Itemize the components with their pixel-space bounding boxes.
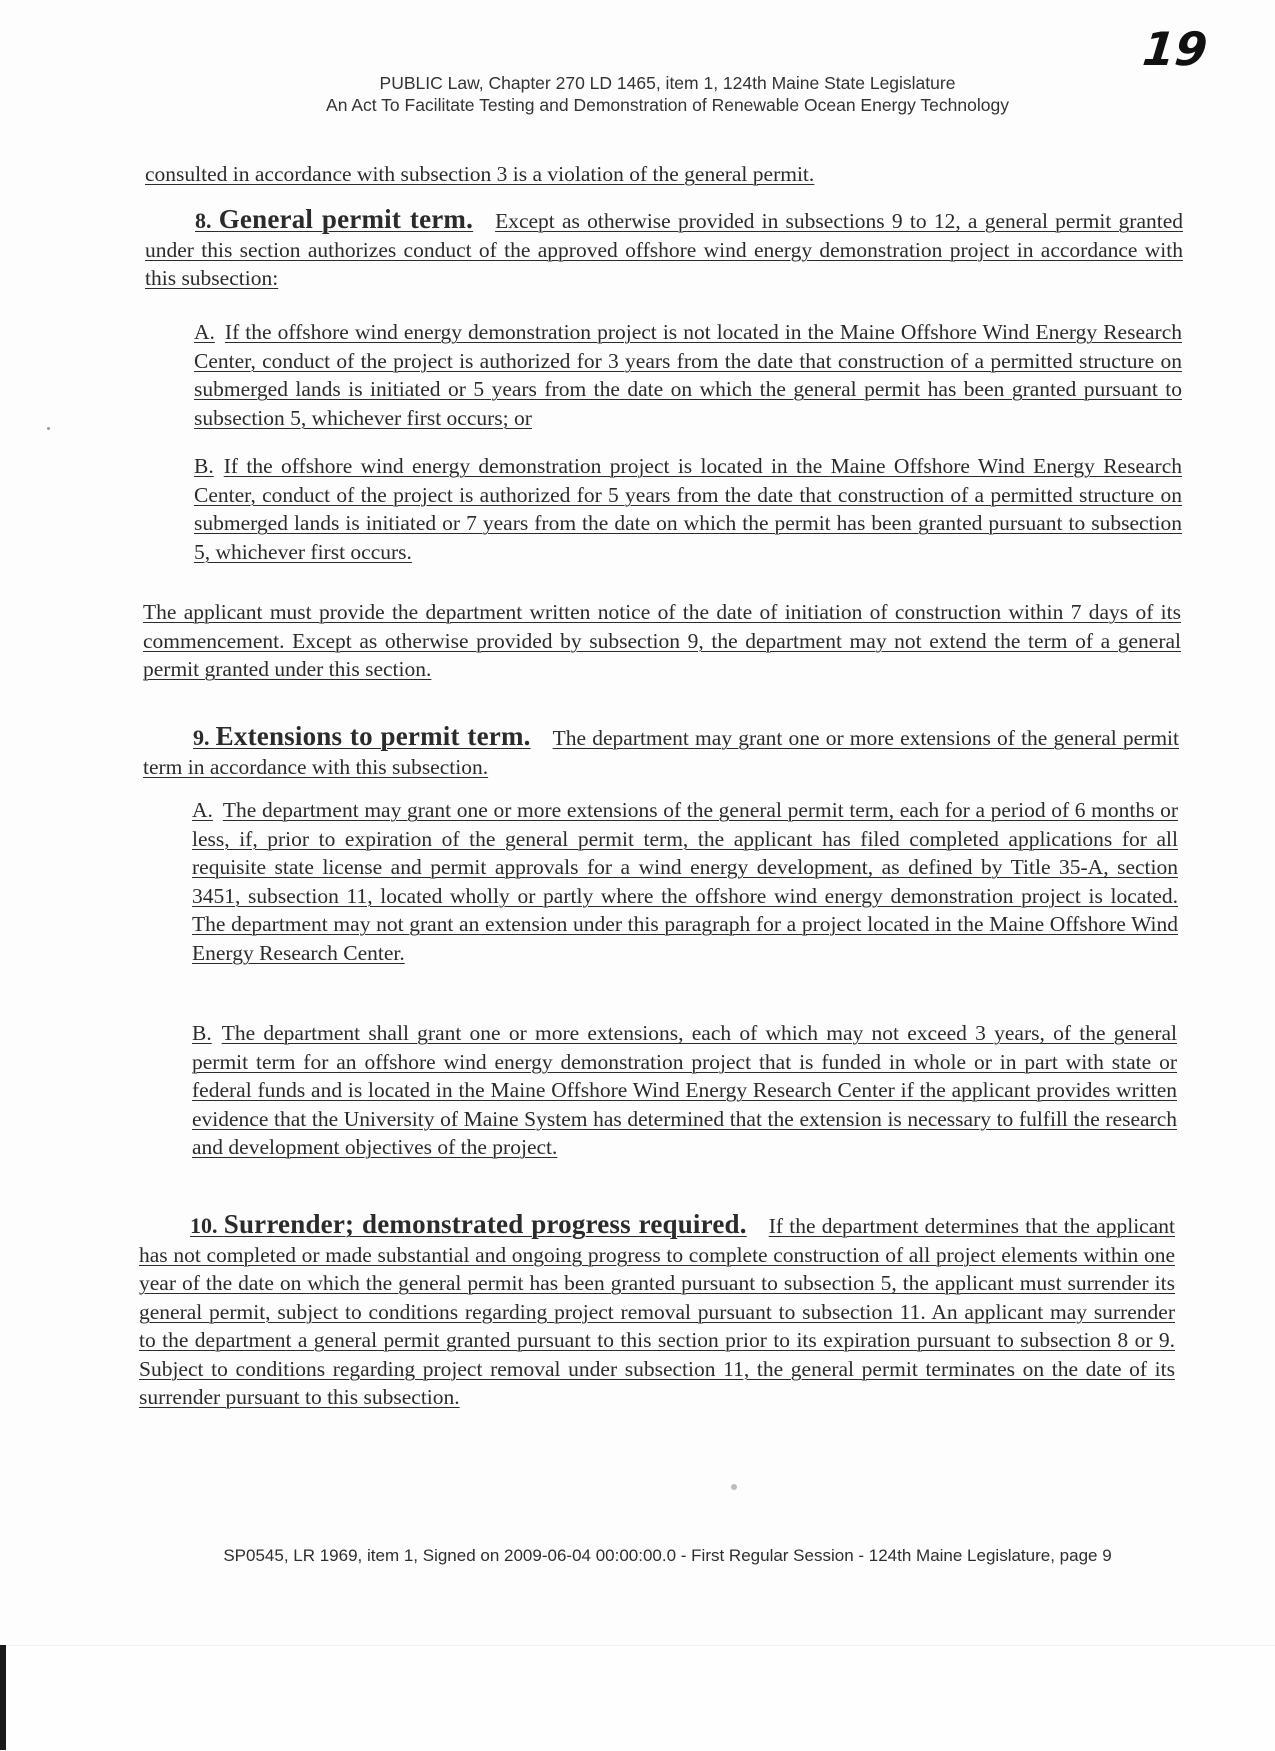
section-8-number: 8. [195, 208, 212, 233]
continued-paragraph: consulted in accordance with subsection 3 is a violation of the general permit. [145, 162, 815, 186]
section-10-number: 10. [190, 1213, 218, 1238]
section-8-heading: General permit term. [218, 204, 474, 234]
scan-speck [731, 1484, 737, 1490]
paragraph-marker: B. [192, 1021, 212, 1045]
scan-edge [0, 1645, 6, 1750]
paragraph-text: The department may grant one or more extensions of the general permit term, each for a period of 6 months or less, if, prior to expiration of the general permit term, the applicant has filed completed applications for all requisite state license and permit approvals for a wind energy development, as defined by Title 35-A, section 3451, subsection 11, located wholly or partly where the offshore wind energy demonstration project is located. The department may not grant an extension under this paragraph for a project located in the Maine Offshore Wind Energy Research Center. [192, 798, 1178, 965]
scan-margin [0, 1645, 1275, 1751]
paragraph-marker: A. [194, 320, 215, 344]
header-line-title: An Act To Facilitate Testing and Demonstration of Renewable Ocean Energy Technology [326, 95, 1009, 115]
paragraph-marker: A. [192, 798, 213, 822]
section-8 [145, 205, 1183, 293]
scan-speck [47, 427, 50, 430]
paragraph-marker: B. [194, 454, 214, 478]
header-line-law: PUBLIC Law, Chapter 270 LD 1465, item 1, 124th Maine State Legislature [379, 73, 956, 93]
section-8-paragraph-b [194, 452, 1182, 566]
section-8-paragraph-a [194, 318, 1182, 432]
page-header [0, 72, 1275, 116]
section-9-paragraph-a [192, 796, 1178, 967]
section-8-closing: The applicant must provide the department written notice of the date of initiation of construction within 7 days of its commencement. Except as otherwise provided by subsection 9, the department may not extend the term of a general permit granted under this section. [143, 600, 1181, 681]
section-9-text: The department may grant one or more extensions of the general permit term in accordance with this subsection. [143, 726, 1180, 779]
section-9-paragraph-b [192, 1019, 1177, 1162]
footer-text: SP0545, LR 1969, item 1, Signed on 2009-06-04 00:00:00.0 - First Regular Session - 124th Maine Legislature, page 9 [223, 1546, 1112, 1565]
section-9-number: 9. [193, 725, 210, 750]
page-footer [0, 1546, 1275, 1566]
section-10 [139, 1210, 1175, 1412]
paragraph-text: If the offshore wind energy demonstration project is located in the Maine Offshore Wind Energy Research Center, conduct of the project is authorized for 5 years from the date that construction of a permitted structure on submerged lands is initiated or 7 years from the date on which the permit has been granted pursuant to subsection 5, whichever first occurs. [194, 454, 1182, 564]
paragraph-text: The department shall grant one or more extensions, each of which may not exceed 3 years, of the general permit term for an offshore wind energy demonstration project that is funded in whole or in part with state or federal funds and is located in the Maine Offshore Wind Energy Research Center if the applicant provides written evidence that the University of Maine System has determined that the extension is necessary to fulfill the research and development objectives of the project. [192, 1021, 1177, 1159]
section-9 [143, 722, 1179, 781]
section-8-text: Except as otherwise provided in subsections 9 to 12, a general permit granted under this section authorizes conduct of the approved offshore wind energy demonstration project in accordance with this subsection: [145, 209, 1184, 290]
handwritten-page-number: 19 [1140, 22, 1210, 76]
paragraph-text: If the offshore wind energy demonstration project is not located in the Maine Offshore Wind Energy Research Center, conduct of the project is authorized for 3 years from the date that construction of a permitted structure on submerged lands is initiated or 5 years from the date on which the general permit has been granted pursuant to subsection 5, whichever first occurs; or [194, 320, 1182, 430]
section-9-heading: Extensions to permit term. [215, 721, 531, 751]
section-10-text: If the department determines that the applicant has not completed or made substantial and ongoing progress to complete construction of all project elements within one year of the date on which the general permit has been granted pursuant to subsection 5, the applicant must surrender its general permit, subject to conditions regarding project removal pursuant to subsection 11. An applicant may surrender to the department a general permit granted pursuant to this section prior to its expiration pursuant to subsection 8 or 9. Subject to conditions regarding project removal under subsection 11, the general permit terminates on the date of its surrender pursuant to this subsection. [139, 1214, 1175, 1409]
section-10-heading: Surrender; demonstrated progress required. [223, 1209, 747, 1239]
